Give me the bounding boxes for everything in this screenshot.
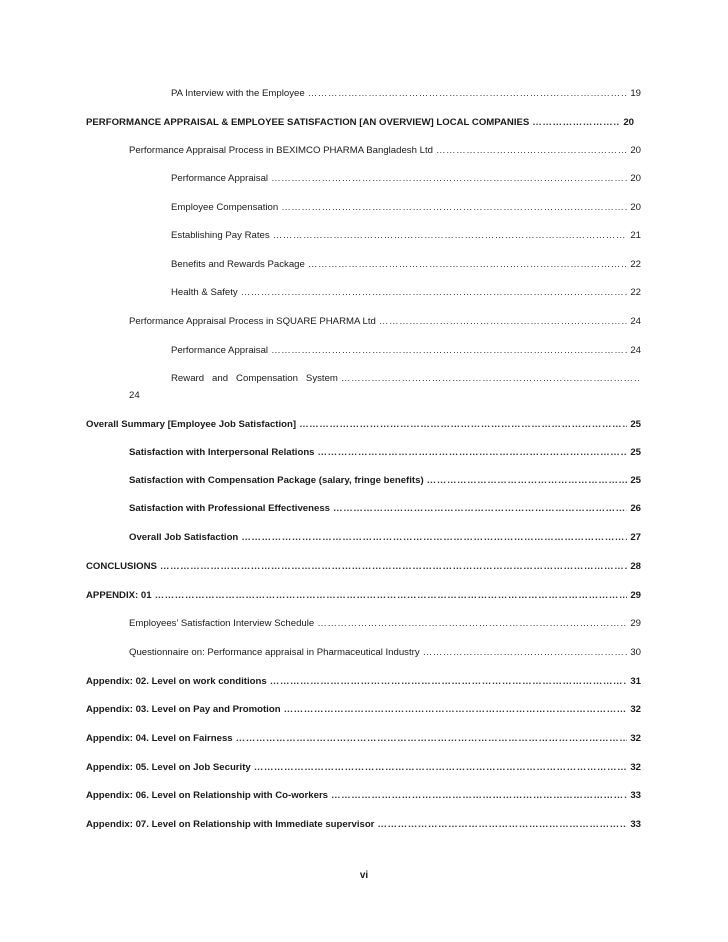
toc-entry[interactable] xyxy=(129,316,641,328)
leader-dots xyxy=(271,173,627,185)
toc-entry-page: 24 xyxy=(630,345,641,356)
leader-dots xyxy=(317,618,627,630)
toc-entry-title: Appendix: 07. Level on Relationship with Immediate supervisor xyxy=(86,819,375,830)
toc-entry[interactable] xyxy=(171,173,641,185)
leader-dots xyxy=(379,316,627,328)
toc-entry-title: Satisfaction with Interpersonal Relations xyxy=(129,447,315,458)
toc-entry-title: Satisfaction with Professional Effectiveness xyxy=(129,503,330,514)
toc-entry[interactable] xyxy=(171,230,641,242)
toc-entry[interactable] xyxy=(86,590,641,602)
page-number: vi xyxy=(359,870,369,881)
toc-entry-page: 27 xyxy=(630,532,641,543)
leader-dots xyxy=(341,373,640,385)
toc-entry-page: 22 xyxy=(630,287,641,298)
toc-entry-page: 19 xyxy=(630,88,641,99)
toc-entry-page: 28 xyxy=(630,561,641,572)
toc-entry-page: 32 xyxy=(630,704,641,715)
toc-entry[interactable] xyxy=(171,259,641,271)
toc-entry[interactable] xyxy=(129,618,641,630)
toc-entry-title: Overall Job Satisfaction xyxy=(129,532,239,543)
toc-entry-page: 20 xyxy=(630,202,641,213)
leader-dots xyxy=(308,88,628,100)
toc-entry-page: 29 xyxy=(630,618,641,629)
leader-dots xyxy=(427,475,628,487)
toc-entry-page: 25 xyxy=(630,447,641,458)
toc-entry-page: 25 xyxy=(630,419,641,430)
leader-dots xyxy=(254,762,628,774)
toc-entry-title: Performance Appraisal xyxy=(171,173,269,184)
toc-entry-title: Appendix: 05. Level on Job Security xyxy=(86,762,251,773)
leader-dots xyxy=(299,419,627,431)
toc-entry[interactable] xyxy=(171,88,641,100)
toc-entry-page: 22 xyxy=(630,259,641,270)
toc-entry-page: 25 xyxy=(630,475,641,486)
toc-entry-title: Employees’ Satisfaction Interview Schedule xyxy=(129,618,315,629)
toc-entry-page: 20 xyxy=(623,117,634,128)
toc-entry-title: CONCLUSIONS xyxy=(86,561,157,572)
toc-entry[interactable] xyxy=(86,704,641,716)
toc-entry-title: Establishing Pay Rates xyxy=(171,230,270,241)
toc-entry-title: Health & Safety xyxy=(171,287,238,298)
leader-dots xyxy=(271,345,627,357)
leader-dots xyxy=(281,202,627,214)
toc-entry-title: Benefits and Rewards Package xyxy=(171,259,305,270)
toc-entry[interactable] xyxy=(129,503,641,515)
toc-entry[interactable] xyxy=(86,762,641,774)
toc-entry[interactable] xyxy=(171,287,641,299)
toc-entry[interactable] xyxy=(86,819,641,831)
toc-entry[interactable] xyxy=(129,647,641,659)
toc-entry[interactable] xyxy=(129,447,641,459)
toc-entry-page: 33 xyxy=(630,790,641,801)
toc-entry[interactable] xyxy=(171,345,641,357)
toc-entry-page: 20 xyxy=(630,173,641,184)
toc-entry[interactable] xyxy=(86,676,641,688)
toc-entry-page: 31 xyxy=(630,676,641,687)
leader-dots xyxy=(241,287,628,299)
toc-entry-title: Performance Appraisal Process in BEXIMCO PHARMA Bangladesh Ltd xyxy=(129,145,433,156)
toc-entry[interactable] xyxy=(86,733,641,745)
toc-entry-title: Appendix: 06. Level on Relationship with Co-workers xyxy=(86,790,329,801)
toc-entry-title: Questionnaire on: Performance appraisal in Pharmaceutical Industry xyxy=(129,647,420,658)
leader-dots xyxy=(270,676,628,688)
leader-dots xyxy=(308,259,627,271)
leader-dots xyxy=(160,561,627,573)
toc-entry-title: Appendix: 03. Level on Pay and Promotion xyxy=(86,704,281,715)
toc-entry[interactable] xyxy=(86,561,641,573)
toc-entry-title: Appendix: 02. Level on work conditions xyxy=(86,676,267,687)
toc-entry-page: 32 xyxy=(630,762,641,773)
leader-dots xyxy=(236,733,628,745)
toc-entry-page: 30 xyxy=(630,647,641,658)
toc-entry-page: 20 xyxy=(630,145,641,156)
toc-entry-title: Employee Compensation xyxy=(171,202,279,213)
toc-entry-page: 26 xyxy=(630,503,641,514)
toc-entry[interactable] xyxy=(129,475,641,487)
toc-entry-title: Performance Appraisal Process in SQUARE PHARMA Ltd xyxy=(129,316,376,327)
toc-entry[interactable] xyxy=(171,202,641,214)
leader-dots xyxy=(532,117,620,129)
toc-entry-title: Overall Summary [Employee Job Satisfaction] xyxy=(86,419,297,430)
leader-dots xyxy=(155,590,628,602)
toc-entry-page: 24 xyxy=(630,316,641,327)
toc-entry[interactable] xyxy=(86,117,634,129)
leader-dots xyxy=(241,532,627,544)
toc-entry-title: Satisfaction with Compensation Package (salary, fringe benefits) xyxy=(129,475,424,486)
toc-entry-page: 24 xyxy=(129,390,140,401)
toc-entry[interactable] xyxy=(171,373,643,385)
leader-dots xyxy=(331,790,627,802)
toc-entry-page: 21 xyxy=(630,230,641,241)
toc-entry-title: Appendix: 04. Level on Fairness xyxy=(86,733,233,744)
leader-dots xyxy=(333,503,627,515)
leader-dots xyxy=(284,704,628,716)
toc-entry-title: Reward and Compensation System xyxy=(171,373,338,384)
toc-entry-title: PERFORMANCE APPRAISAL & EMPLOYEE SATISFACTION [AN OVERVIEW] LOCAL COMPANIES xyxy=(86,117,530,128)
toc-entry-page: 33 xyxy=(630,819,641,830)
leader-dots xyxy=(436,145,627,157)
leader-dots xyxy=(423,647,628,659)
toc-entry-title: Performance Appraisal xyxy=(171,345,269,356)
toc-entry-page: 29 xyxy=(630,590,641,601)
toc-entry[interactable] xyxy=(86,419,641,431)
leader-dots xyxy=(377,819,627,831)
toc-entry[interactable] xyxy=(86,790,641,802)
toc-entry-page: 32 xyxy=(630,733,641,744)
toc-entry[interactable] xyxy=(129,145,641,157)
leader-dots xyxy=(318,447,628,459)
toc-entry-title: APPENDIX: 01 xyxy=(86,590,152,601)
leader-dots xyxy=(273,230,628,242)
toc-entry-title: PA Interview with the Employee xyxy=(171,88,305,99)
toc-entry[interactable] xyxy=(129,532,641,544)
